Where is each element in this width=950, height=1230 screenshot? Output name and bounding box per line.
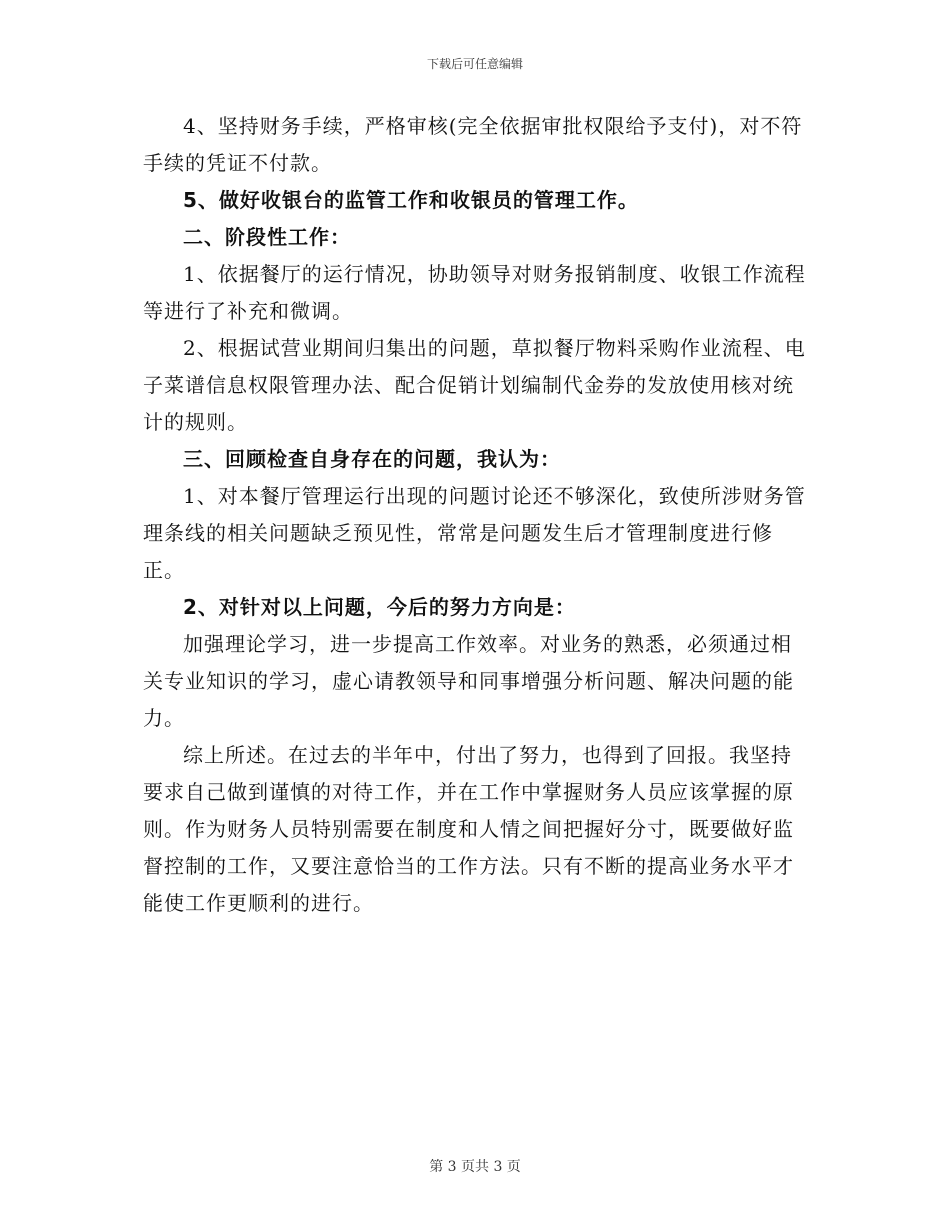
paragraph-4: 2、根据试营业期间归集出的问题，草拟餐厅物料采购作业流程、电子菜谱信息权限管理办法、配合促销计划编制代金券的发放使用核对统计的规则。 [143, 336, 806, 434]
page-footer: 第 3 页共 3 页 [429, 1159, 521, 1175]
paragraph-3: 1、依据餐厅的运行情况，协助领导对财务报销制度、收银工作流程等进行了补充和微调。 [143, 262, 806, 323]
section-heading-2: 二、阶段性工作： [183, 225, 351, 249]
paragraph-6-bold: 2、对针对以上问题，今后的努力方向是： [183, 595, 576, 619]
paragraph-5: 1、对本餐厅管理运行出现的问题讨论还不够深化，致使所涉财务管理条线的相关问题缺乏预见性，常常是问题发生后才管理制度进行修正。 [143, 484, 806, 582]
page-header: 下载后可任意编辑 [426, 57, 523, 71]
paragraph-1: 4、坚持财务手续，严格审核(完全依据审批权限给予支付)，对不符手续的凭证不付款。 [143, 114, 803, 175]
document-body [143, 108, 808, 922]
paragraph-8: 综上所述。在过去的半年中，付出了努力，也得到了回报。我坚持要求自己做到谨慎的对待工作，并在工作中掌握财务人员应该掌握的原则。作为财务人员特别需要在制度和人情之间把握好分寸，既要做好监督控制的工作，又要注意恰当的工作方法。只有不断的提高业务水平才能使工作更顺利的进行。 [143, 743, 794, 915]
paragraph-2-bold: 5、做好收银台的监管工作和收银员的管理工作。 [183, 188, 639, 212]
paragraph-7: 加强理论学习，进一步提高工作效率。对业务的熟悉，必须通过相关专业知识的学习，虚心请教领导和同事增强分析问题、解决问题的能力。 [143, 632, 794, 730]
section-heading-3: 三、回顾检查自身存在的问题，我认为： [183, 447, 561, 471]
